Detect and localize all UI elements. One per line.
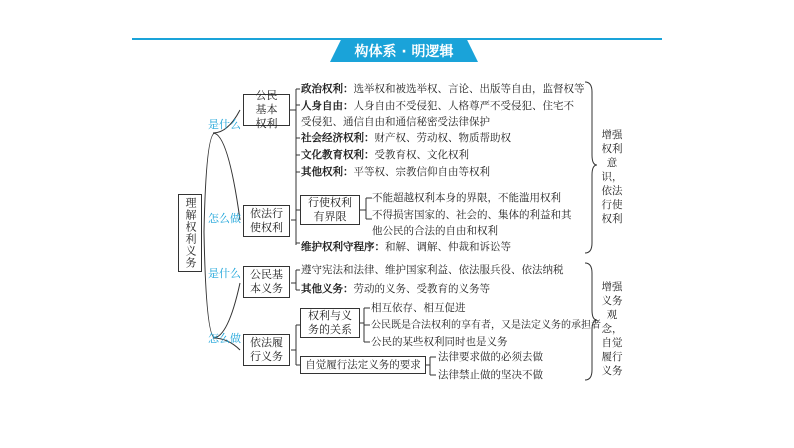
rights-item-text: 平等权、宗教信仰自由等权利 — [353, 166, 490, 178]
question-how-duties: 怎么做 — [208, 332, 241, 345]
node-perform-duties — [243, 334, 290, 366]
duty-item — [301, 283, 490, 296]
node-relation — [300, 308, 360, 338]
rights-item-text: 人身自由不受侵犯、人格尊严不受侵犯、住宅不 — [353, 100, 574, 112]
node-basic-rights-label: 公民基本权利 — [255, 89, 278, 130]
rights-item — [301, 83, 585, 96]
relation-item: 公民既是合法权利的享有者，又是法定义务的承担者 — [371, 320, 601, 331]
rights-item — [301, 100, 574, 113]
header-title: 构体系 · 明逻辑 — [354, 44, 454, 60]
bound-item: 不能超越权利本身的界限，不能滥用权利 — [372, 192, 561, 204]
question-what-rights: 是什么 — [208, 118, 241, 131]
side-note-rights: 增强权利意识，依法行使权利 — [601, 129, 623, 225]
node-bounded — [300, 195, 360, 225]
root-node — [178, 194, 202, 272]
maintain-rights-text: 和解、调解、仲裁和诉讼等 — [385, 241, 511, 253]
rights-item-label: 文化教育权利： — [301, 149, 375, 161]
rights-item-text: 选举权和被选举权、言论、出版等自由，监督权等 — [353, 83, 585, 95]
node-relation-label: 权利与义务的关系 — [308, 309, 352, 336]
node-basic-duties — [243, 266, 290, 298]
bound-item: 不得损害国家的、社会的、集体的利益和其 — [372, 209, 572, 221]
root-label: 理解权利义务 — [184, 197, 197, 269]
question-how-rights: 怎么做 — [208, 212, 241, 225]
duty-item — [301, 264, 564, 277]
conscious-item: 法律要求做的必须去做 — [438, 351, 543, 363]
maintain-rights-label: 维护权利守程序： — [301, 241, 385, 253]
rights-item-text: 受教育权、文化权利 — [374, 149, 469, 161]
duty-item-label: 其他义务： — [301, 283, 354, 295]
rights-item — [301, 116, 490, 129]
relation-item: 相互依存、相互促进 — [371, 302, 466, 314]
rights-item — [301, 166, 490, 179]
relation-item: 公民的某些权利同时也是义务 — [371, 336, 508, 348]
rights-item-text: 财产权、劳动权、物质帮助权 — [374, 132, 511, 144]
rights-item-label: 社会经济权利： — [301, 132, 375, 144]
conscious-item: 法律禁止做的坚决不做 — [438, 369, 543, 381]
node-consciously — [300, 356, 426, 374]
rights-item-label: 政治权利： — [301, 83, 354, 95]
rights-item-text: 受侵犯、通信自由和通信秘密受法律保护 — [301, 116, 490, 128]
node-bounded-label: 行使权利有界限 — [308, 196, 352, 223]
question-what-duties: 是什么 — [208, 267, 241, 280]
rights-item-label: 人身自由： — [301, 100, 354, 112]
maintain-rights — [301, 241, 511, 254]
duty-item-text: 遵守宪法和法律、维护国家利益、依法服兵役、依法纳税 — [301, 264, 564, 276]
rights-item — [301, 132, 511, 145]
side-note-duties: 增强义务观念，自觉履行义务 — [601, 281, 623, 377]
node-consciously-label: 自觉履行法定义务的要求 — [305, 359, 421, 371]
node-perform-duties-label: 依法履行义务 — [250, 336, 283, 363]
rights-item-label: 其他权利： — [301, 166, 354, 178]
node-basic-rights — [243, 89, 290, 130]
node-exercise-rights-label: 依法行使权利 — [250, 207, 283, 234]
bound-item: 他公民的合法的自由和权利 — [372, 225, 498, 237]
rights-item — [301, 149, 469, 162]
node-exercise-rights — [243, 205, 290, 237]
node-basic-duties-label: 公民基本义务 — [250, 268, 283, 295]
duty-item-text: 劳动的义务、受教育的义务等 — [353, 283, 490, 295]
